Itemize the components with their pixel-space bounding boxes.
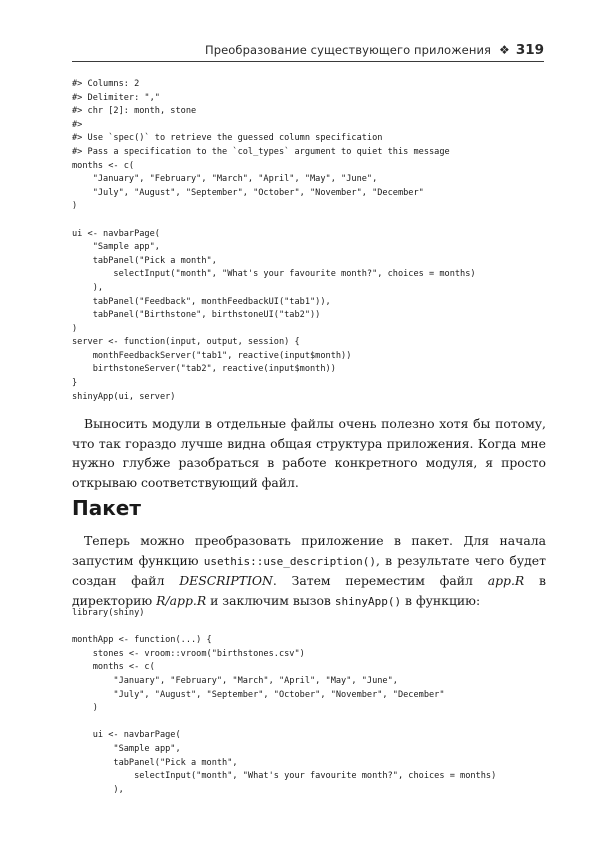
- page-number: 319: [515, 42, 544, 58]
- code-block-r-modules: #> Columns: 2 #> Delimiter: "," #> chr [2]: month, stone #> #> Use `spec()` to retrieve the guessed column specification #> Pass a specification to the `col_types` argument to quiet this message months <- c( "January", "February", "March", "April", "May", "June", "July", "August", "September", "October", "November", "December" ) ui <- navbarPage( "Sample app", tabPanel("Pick a month", selectInput("month", "What's your favourite month?", choices = months) ), tabPanel("Feedback", monthFeedbackUI("tab1")), tabPanel("Birthstone", birthstoneUI("tab2")) ) server <- function(input, output, session) { monthFeedbackServer("tab1", reactive(input$month)) birthstoneServer("tab2", reactive(input$month)) } shinyApp(ui, server): [72, 79, 476, 402]
- chapter-title: Преобразование существующего приложения: [204, 43, 492, 57]
- text-run: в функцию:: [401, 592, 481, 608]
- ornament-icon: ❖: [499, 43, 510, 57]
- text-run: и заключим вызов: [206, 592, 335, 608]
- code-block-month-app: library(shiny) monthApp <- function(...) { stones <- vroom::vroom("birthstones.csv") months <- c( "January", "February", "March", "April", "May", "June", "July", "August", "September", "October", "November", "December" ) ui <- navbarPage( "Sample app", tabPanel("Pick a month", selectInput("month", "What's your favourite month?", choices = months) ),: [72, 608, 497, 795]
- text-run: , в результате чего будет создан файл: [72, 552, 546, 589]
- header-divider: [72, 61, 544, 62]
- body-paragraph-package: [72, 531, 546, 611]
- running-header: [72, 40, 544, 60]
- italic-term: DESCRIPTION: [179, 573, 273, 589]
- body-paragraph: Выносить модули в отдельные файлы очень полезно хотя бы потому, что так гораздо лучше видна общая структура приложения. Когда мне нужно глубже разобраться в работе конкретного модуля, я просто открываю соответствующий файл.: [72, 416, 546, 490]
- italic-term: R/app.R: [156, 592, 207, 608]
- section-heading: Пакет: [72, 496, 141, 520]
- inline-code: shinyApp(): [334, 594, 402, 608]
- text-run: Теперь можно преобразовать приложение в пакет. Для начала запустим функцию: [72, 533, 546, 568]
- italic-term: app.R: [487, 573, 525, 589]
- text-run: . Затем переместим файл: [272, 573, 488, 589]
- text-run: в директорию: [72, 573, 546, 608]
- inline-code: usethis::use_description(): [203, 554, 376, 568]
